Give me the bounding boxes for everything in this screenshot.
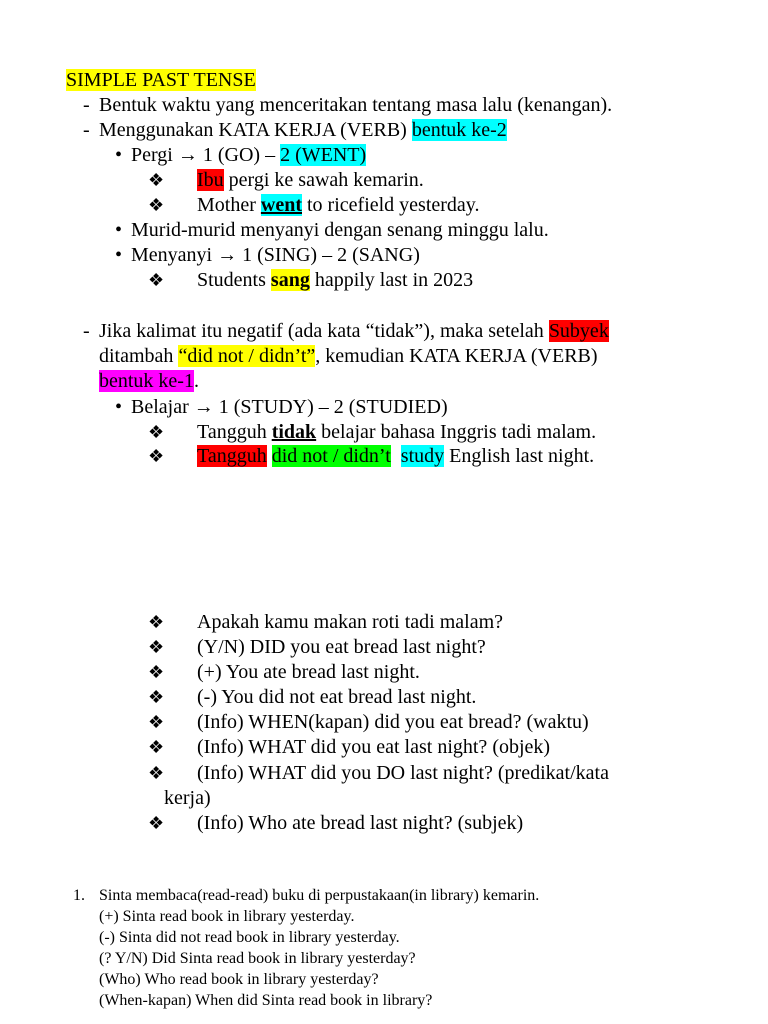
bold-text: tidak xyxy=(271,421,317,443)
diamond-bullet-icon: ❖ xyxy=(148,612,165,632)
text: Belajar xyxy=(131,396,194,418)
diamond-bullet-icon: ❖ xyxy=(148,712,165,732)
highlight-text: did not / didn’t xyxy=(271,445,391,467)
text: Pergi xyxy=(131,144,178,166)
text: Students xyxy=(197,269,271,291)
arrow-icon: → xyxy=(193,396,214,418)
bullet-item-murid: Murid-murid menyanyi dengan senang minggu lalu. xyxy=(131,219,549,241)
qa-item: (Info) WHAT did you eat last night? (objek) xyxy=(197,736,551,758)
text: Tangguh xyxy=(197,421,272,443)
numbered-item-sub: (Who) Who read book in library yesterday? xyxy=(99,971,379,988)
diamond-bullet-icon: ❖ xyxy=(148,737,165,757)
text: belajar bahasa Inggris tadi malam. xyxy=(316,421,597,443)
qa-item: (+) You ate bread last night. xyxy=(197,661,420,683)
highlight-text: study xyxy=(400,445,445,467)
example-tangguh-2 xyxy=(197,444,594,468)
diamond-bullet-icon: ❖ xyxy=(148,195,165,215)
bullet-marker: • xyxy=(115,396,123,418)
text: Jika kalimat itu negatif (ada kata “tidak”), maka setelah xyxy=(99,320,549,342)
text: 1 (GO) – xyxy=(197,144,281,166)
page-title xyxy=(66,68,256,92)
title-text: SIMPLE PAST TENSE xyxy=(66,69,256,91)
arrow-icon: → xyxy=(177,144,198,166)
bullet-item-belajar xyxy=(131,395,448,419)
example-mother xyxy=(197,193,480,217)
text: 1 (STUDY) – 2 (STUDIED) xyxy=(213,396,448,418)
highlight-text: Subyek xyxy=(548,320,609,342)
bullet-item-menyanyi xyxy=(131,243,420,267)
arrow-icon: → xyxy=(217,244,238,266)
dash-marker: - xyxy=(83,320,90,342)
qa-item: (Y/N) DID you eat bread last night? xyxy=(197,636,486,658)
text: Mother xyxy=(197,194,261,216)
text: pergi ke sawah kemarin. xyxy=(223,169,424,191)
example-ibu xyxy=(197,168,424,192)
text: Menggunakan KATA KERJA (VERB) xyxy=(99,119,412,141)
bullet-marker: • xyxy=(115,144,123,166)
qa-item: (-) You did not eat bread last night. xyxy=(197,686,477,708)
qa-item: (Info) WHEN(kapan) did you eat bread? (waktu) xyxy=(197,711,589,733)
highlight-text: “did not / didn’t” xyxy=(178,345,316,367)
dash-item-3-line-2 xyxy=(99,344,598,368)
dash-item-2 xyxy=(99,118,507,142)
diamond-bullet-icon: ❖ xyxy=(148,422,165,442)
numbered-item: Sinta membaca(read-read) buku di perpustakaan(in library) kemarin. xyxy=(99,887,540,904)
text: ditambah xyxy=(99,345,179,367)
qa-item-continuation: kerja) xyxy=(164,787,211,809)
example-tangguh-1 xyxy=(197,420,596,444)
numbered-item-sub: (When-kapan) When did Sinta read book in library? xyxy=(99,992,433,1009)
bullet-marker: • xyxy=(115,244,123,266)
qa-item: Apakah kamu makan roti tadi malam? xyxy=(197,611,504,633)
highlight-text: Tangguh xyxy=(197,445,267,467)
qa-item: (Info) WHAT did you DO last night? (predikat/kata xyxy=(197,762,609,784)
bullet-item-pergi xyxy=(131,143,366,167)
highlight-text: sang xyxy=(270,269,310,291)
text: English last night. xyxy=(444,445,595,467)
text: 1 (SING) – 2 (SANG) xyxy=(237,244,420,266)
text: happily last in 2023 xyxy=(309,269,474,291)
dash-item-3-line-3 xyxy=(99,369,199,393)
diamond-bullet-icon: ❖ xyxy=(148,687,165,707)
qa-item: (Info) Who ate bread last night? (subjek) xyxy=(197,812,524,834)
bullet-marker: • xyxy=(115,219,123,241)
numbered-item-sub: (+) Sinta read book in library yesterday. xyxy=(99,908,355,925)
numbered-item-sub: (? Y/N) Did Sinta read book in library yesterday? xyxy=(99,950,416,967)
dash-item-3 xyxy=(99,319,609,343)
list-number: 1. xyxy=(73,887,85,904)
diamond-bullet-icon: ❖ xyxy=(148,813,165,833)
text: Menyanyi xyxy=(131,244,218,266)
example-students xyxy=(197,268,473,292)
diamond-bullet-icon: ❖ xyxy=(148,637,165,657)
highlight-text: bentuk ke-2 xyxy=(411,119,507,141)
text: . xyxy=(193,370,199,392)
dash-item-1: Bentuk waktu yang menceritakan tentang masa lalu (kenangan). xyxy=(99,94,613,116)
numbered-item-sub: (-) Sinta did not read book in library yesterday. xyxy=(99,929,400,946)
diamond-bullet-icon: ❖ xyxy=(148,170,165,190)
diamond-bullet-icon: ❖ xyxy=(148,270,165,290)
dash-marker: - xyxy=(83,119,90,141)
highlight-text: 2 (WENT) xyxy=(280,144,367,166)
text: , kemudian KATA KERJA (VERB) xyxy=(315,345,598,367)
highlight-text: Ibu xyxy=(197,169,224,191)
diamond-bullet-icon: ❖ xyxy=(148,446,165,466)
highlight-text: bentuk ke-1 xyxy=(99,370,194,392)
diamond-bullet-icon: ❖ xyxy=(148,763,165,783)
dash-marker: - xyxy=(83,94,90,116)
highlight-text: went xyxy=(260,194,302,216)
diamond-bullet-icon: ❖ xyxy=(148,662,165,682)
text: to ricefield yesterday. xyxy=(302,194,480,216)
